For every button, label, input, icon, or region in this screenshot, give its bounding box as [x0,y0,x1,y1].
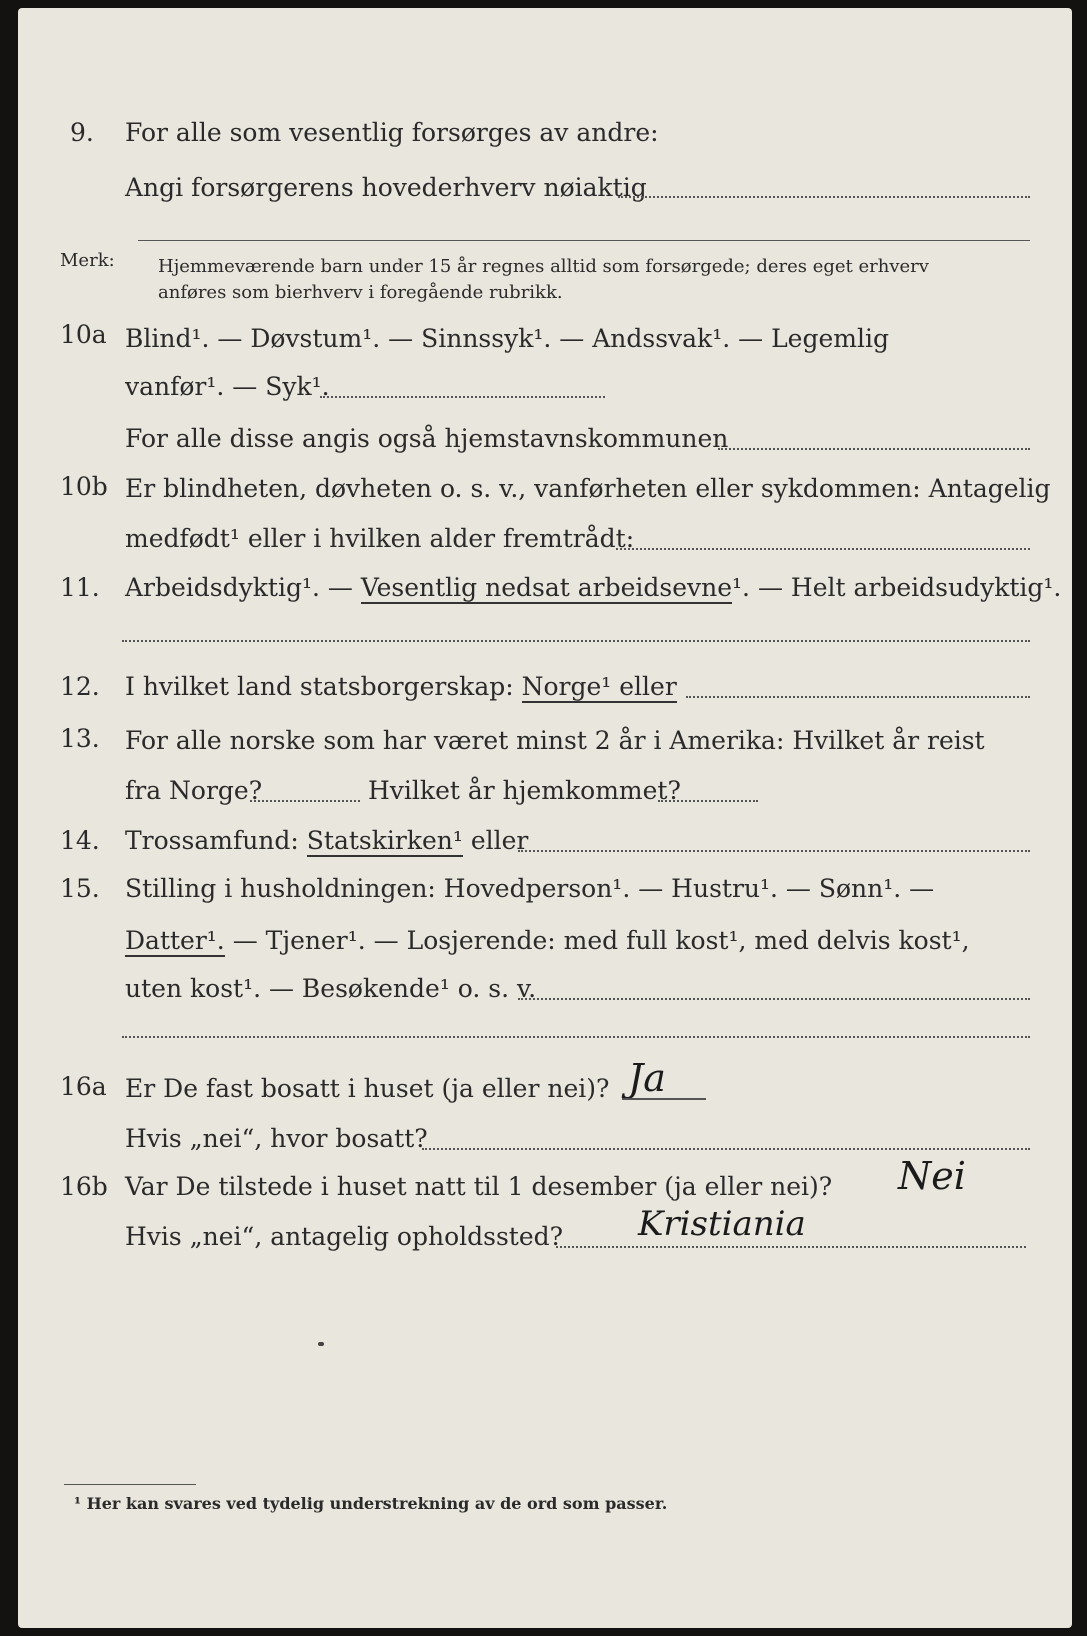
merk-line1: Hjemmeværende barn under 15 år regnes alltid som forsørgede; deres eget erhverv [158,256,929,277]
q11-option-helt-udyktig[interactable]: ¹. — Helt arbeidsudyktig¹. [732,573,1062,602]
q11-option-arbeidsdyktig[interactable]: Arbeidsdyktig¹. — [125,573,361,602]
q10a-line2: vanfør¹. — Syk¹. [125,372,330,401]
q16a-line1: Er De fast bosatt i huset (ja eller nei)? [125,1074,610,1103]
q14-answer-line[interactable] [518,850,1030,852]
q9-line2: Angi forsørgerens hovederhverv nøiaktig [125,173,647,202]
q12-number: 12. [60,672,100,701]
q15-option-datter[interactable]: Datter¹. [125,926,225,955]
q16b-handwritten-answer[interactable]: Nei [898,1154,966,1198]
q16b-number: 16b [60,1172,108,1201]
faint-pencil-mark [318,1342,324,1346]
q15-line3: uten kost¹. — Besøkende¹ o. s. v. [125,974,537,1003]
q16b-answer-line[interactable] [556,1246,1026,1248]
q10a-line3: For alle disse angis også hjemstavnskommunen [125,424,729,453]
q15-line2 [125,926,970,955]
q16b-line2: Hvis „nei“, antagelig opholdssted? [125,1222,564,1251]
q10a-hjemstavn-line[interactable] [718,448,1030,450]
q11-number: 11. [60,573,100,602]
q16a-number: 16a [60,1072,107,1101]
q14-option-statskirken[interactable]: Statskirken¹ [306,826,463,855]
q12-line [125,672,677,701]
q14-line [125,826,528,855]
q10a-answer-line[interactable] [320,396,605,398]
q10b-number: 10b [60,472,108,501]
q13-hjemkommet-line[interactable] [658,800,758,802]
q12-label: I hvilket land statsborgerskap: [125,672,522,701]
q10a-number: 10a [60,320,107,349]
q15-line2-rest: — Tjener¹. — Losjerende: med full kost¹, med delvis kost¹, [224,926,970,955]
q13-reist-line[interactable] [250,800,360,802]
q16a-answer-line[interactable] [622,1098,706,1100]
q15-answer-line[interactable] [518,998,1030,1000]
q9-line1: For alle som vesentlig forsørges av andre: [125,118,659,147]
q15-answer-line-2[interactable] [122,1036,1030,1038]
q14-label: Trossamfund: [125,826,307,855]
q12-option-norge[interactable]: Norge¹ eller [521,672,677,701]
q10a-line1: Blind¹. — Døvstum¹. — Sinnssyk¹. — Andssvak¹. — Legemlig [125,324,889,353]
q16a-line2: Hvis „nei“, hvor bosatt? [125,1124,428,1153]
q14-number: 14. [60,826,100,855]
census-form-page [18,8,1072,1628]
q13-part1: fra Norge? [125,776,263,805]
q11-line [125,573,1061,602]
q13-part2: Hvilket år hjemkommet? [368,776,681,805]
q13-line1: For alle norske som har været minst 2 år i Amerika: Hvilket år reist [125,726,985,755]
q16b-line1: Var De tilstede i huset natt til 1 desember (ja eller nei)? [125,1172,833,1201]
q10b-line2: medfødt¹ eller i hvilken alder fremtrådt: [125,524,635,553]
q13-number: 13. [60,724,100,753]
footnote-rule [64,1484,196,1485]
q14-eller: eller [462,826,529,855]
q10b-answer-line[interactable] [616,548,1030,550]
q11-option-vesentlig-nedsat[interactable]: Vesentlig nedsat arbeidsevne [360,573,733,602]
footnote: ¹ Her kan svares ved tydelig understrekning av de ord som passer. [74,1494,668,1513]
q15-number: 15. [60,874,100,903]
q16a-handwritten-answer[interactable]: Ja [628,1056,666,1100]
q10b-line1: Er blindheten, døvheten o. s. v., vanførheten eller sykdommen: Antagelig [125,474,1051,503]
q11-answer-line[interactable] [122,640,1030,642]
q9-answer-line-2[interactable] [138,240,1030,241]
q12-answer-line[interactable] [686,696,1030,698]
q16b-opholdssted-answer[interactable]: Kristiania [638,1204,806,1244]
q16a-bosatt-line[interactable] [422,1148,1030,1150]
q9-answer-line[interactable] [618,196,1030,198]
q15-line1: Stilling i husholdningen: Hovedperson¹. — Hustru¹. — Sønn¹. — [125,874,935,903]
merk-label: Merk: [60,250,115,271]
q9-number: 9. [70,118,94,147]
merk-line2: anføres som bierhverv i foregående rubrikk. [158,282,563,303]
